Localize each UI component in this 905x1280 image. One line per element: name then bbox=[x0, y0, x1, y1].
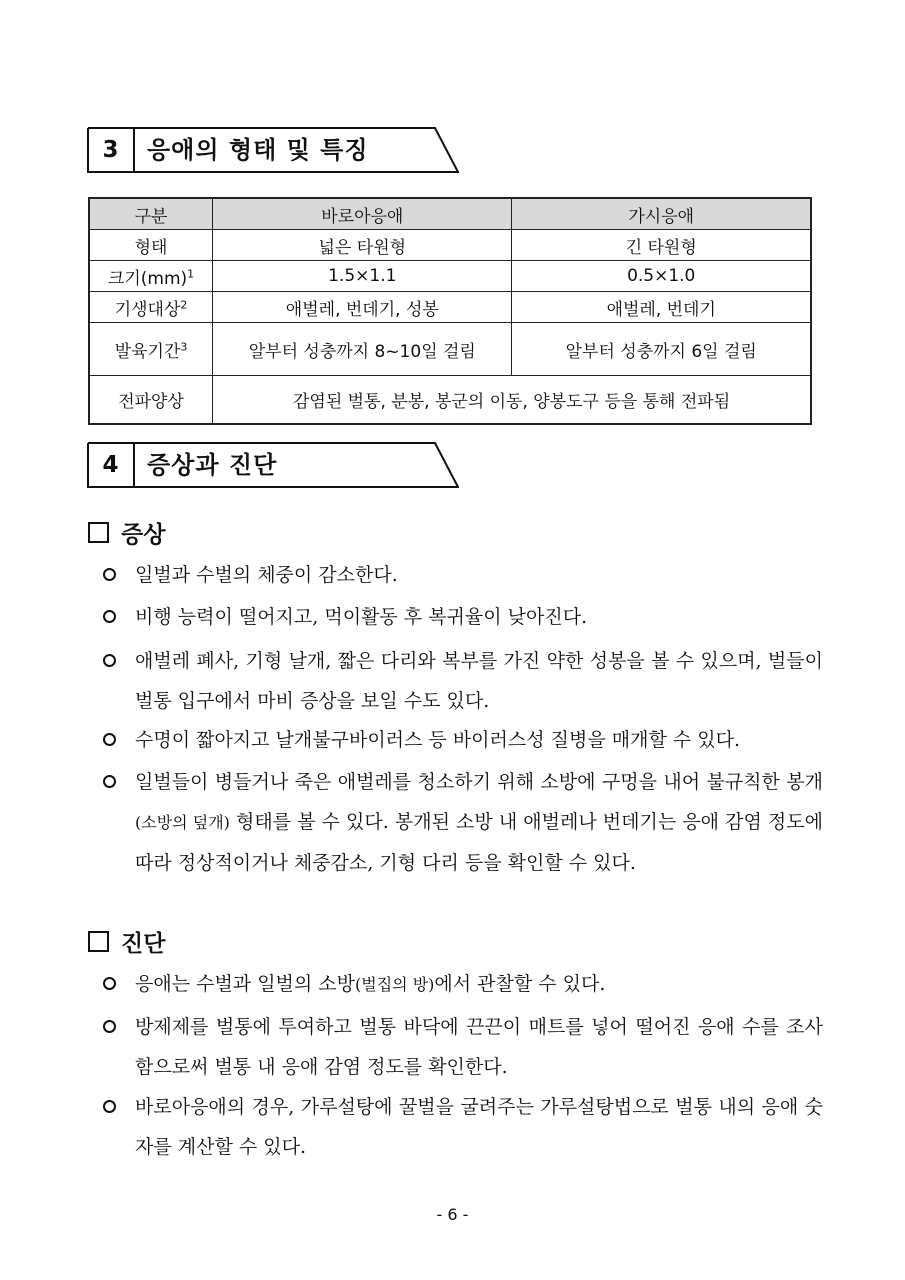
cell-varroa: 넓은 타원형 bbox=[213, 230, 512, 261]
cell-tropilaelaps: 알부터 성충까지 6일 걸림 bbox=[512, 323, 811, 376]
row-label: 전파양상 bbox=[89, 376, 213, 425]
circle-bullet-icon bbox=[103, 1100, 116, 1113]
section-number: 4 bbox=[102, 452, 119, 478]
circle-bullet-icon bbox=[103, 733, 116, 746]
row-label: 형태 bbox=[89, 230, 213, 261]
table-header-row bbox=[89, 198, 811, 230]
page-number: - 6 - bbox=[436, 1205, 469, 1224]
section-number: 3 bbox=[102, 137, 119, 163]
cell-varroa: 알부터 성충까지 8~10일 걸림 bbox=[213, 323, 512, 376]
list-item: 응애는 수벌과 일벌의 소방(벌집의 방)에서 관찰할 수 있다. bbox=[103, 964, 823, 1005]
circle-bullet-icon bbox=[103, 568, 116, 581]
mite-comparison-table bbox=[88, 197, 812, 425]
list-item: 일벌과 수벌의 체중이 감소한다. bbox=[103, 555, 823, 595]
cell-varroa: 1.5×1.1 bbox=[213, 261, 512, 292]
footnote-mark: 1 bbox=[187, 266, 195, 280]
section-3-header bbox=[87, 127, 459, 173]
table-row bbox=[89, 230, 811, 261]
symptoms-heading: 증상 bbox=[88, 516, 165, 549]
table-row bbox=[89, 261, 811, 292]
table-row bbox=[89, 292, 811, 323]
footnote-mark: 3 bbox=[180, 339, 188, 353]
square-bullet-icon bbox=[88, 522, 109, 543]
list-item: 바로아응애의 경우, 가루설탕에 꿀벌을 굴려주는 가루설탕법으로 벌통 내의 응애 숫자를 계산할 수 있다. bbox=[103, 1087, 823, 1167]
cell-tropilaelaps: 애벌레, 번데기 bbox=[512, 292, 811, 323]
circle-bullet-icon bbox=[103, 610, 116, 623]
table-row bbox=[89, 323, 811, 376]
cell-tropilaelaps: 긴 타원형 bbox=[512, 230, 811, 261]
circle-bullet-icon bbox=[103, 775, 116, 788]
header-varroa: 바로아응애 bbox=[213, 198, 512, 230]
header-tropilaelaps: 가시응애 bbox=[512, 198, 811, 230]
list-item: 수명이 짧아지고 날개불구바이러스 등 바이러스성 질병을 매개할 수 있다. bbox=[103, 720, 823, 760]
circle-bullet-icon bbox=[103, 1020, 116, 1033]
table-row bbox=[89, 376, 811, 425]
square-bullet-icon bbox=[88, 931, 109, 952]
circle-bullet-icon bbox=[103, 654, 116, 667]
section-title: 증상과 진단 bbox=[147, 451, 278, 479]
footnote-mark: 2 bbox=[180, 297, 188, 311]
list-item: 애벌레 폐사, 기형 날개, 짧은 다리와 복부를 가진 약한 성봉을 볼 수 있으며, 벌들이 벌통 입구에서 마비 증상을 보일 수도 있다. bbox=[103, 641, 823, 721]
diagnosis-heading: 진단 bbox=[88, 925, 165, 958]
section-4-header bbox=[87, 442, 459, 488]
circle-bullet-icon bbox=[103, 977, 116, 990]
header-category: 구분 bbox=[89, 198, 213, 230]
cell-tropilaelaps: 0.5×1.0 bbox=[512, 261, 811, 292]
list-item: 방제제를 벌통에 투여하고 벌통 바닥에 끈끈이 매트를 넣어 떨어진 응애 수를 조사함으로써 벌통 내 응애 감염 정도를 확인한다. bbox=[103, 1007, 823, 1087]
section-title: 응애의 형태 및 특징 bbox=[147, 136, 369, 164]
row-label: 발육기간$^3$ bbox=[89, 323, 213, 376]
cell-varroa: 애벌레, 번데기, 성봉 bbox=[213, 292, 512, 323]
row-label: 기생대상$^2$ bbox=[89, 292, 213, 323]
row-label: 크기(mm)$^1$ bbox=[89, 261, 213, 292]
list-item: 비행 능력이 떨어지고, 먹이활동 후 복귀율이 낮아진다. bbox=[103, 597, 823, 637]
list-item: 일벌들이 병들거나 죽은 애벌레를 청소하기 위해 소방에 구멍을 내어 불규칙한 봉개(소방의 덮개) 형태를 볼 수 있다. 봉개된 소방 내 애벌레나 번데기는 응애 감염 정도에 따라 정상적이거나 체중감소, 기형 다리 등을 확인할 수 있다. bbox=[103, 762, 823, 883]
cell-merged: 감염된 벌통, 분봉, 봉군의 이동, 양봉도구 등을 통해 전파됨 bbox=[213, 376, 811, 425]
